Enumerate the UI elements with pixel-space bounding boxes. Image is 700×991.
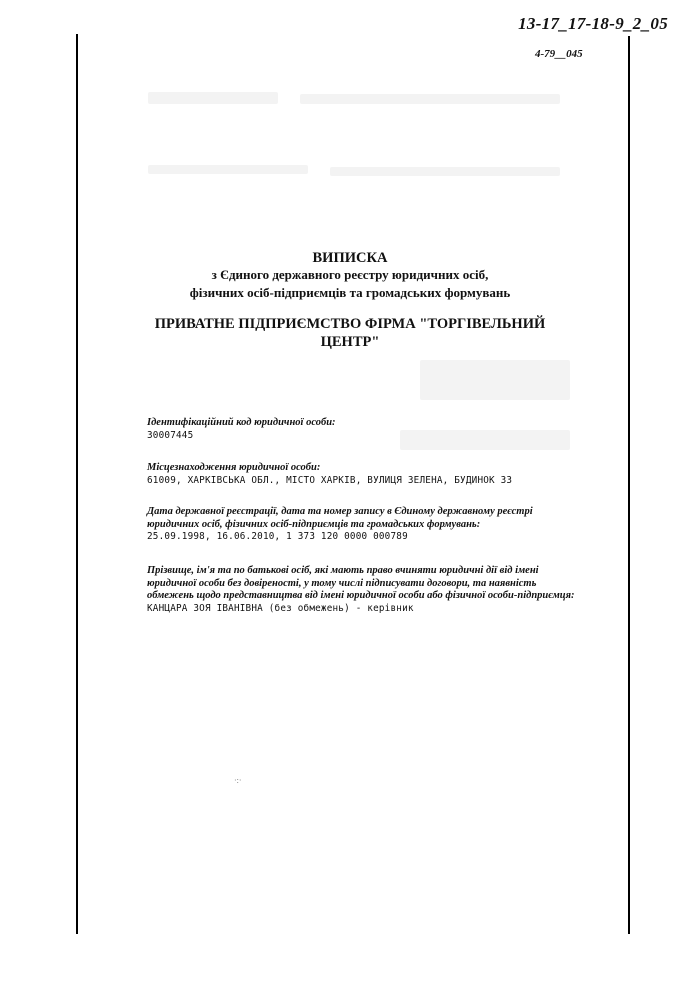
field-label: Місцезнаходження юридичної особи: (147, 462, 321, 473)
field-registration-date (147, 506, 567, 543)
bleed-through-mark (420, 360, 570, 400)
field-identification-code (147, 417, 587, 442)
bleed-through-mark (148, 165, 308, 174)
field-value: КАНЦАРА ЗОЯ ІВАНІВНА (без обмежень) - керівник (147, 602, 414, 614)
field-value: 25.09.1998, 16.06.2010, 1 373 120 0000 000789 (147, 531, 408, 542)
document-sub-reference: 4-79__045 (535, 48, 583, 60)
field-value: 30007445 (147, 429, 194, 441)
field-label: Прізвище, ім'я та по батькові осіб, які мають право вчиняти юридичні дії від імені юридичної особи без довіреності, у тому числі підписувати договори, та наявність обмежень щодо представництва від імені юридичної особи або фізичної особи-підприємця: (147, 565, 575, 601)
document-reference-number: 13-17_17-18-9_2_05 (518, 14, 668, 33)
field-location (147, 462, 587, 487)
field-authorized-persons (147, 565, 577, 615)
document-title: ВИПИСКА (312, 250, 388, 266)
document-subtitle-line1: з Єдиного державного реєстру юридичних осіб, (211, 267, 489, 282)
field-label: Дата державної реєстрації, дата та номер запису в Єдиному державному реєстрі юридичних осіб, фізичних осіб-підприємців та громадських формувань: (147, 506, 533, 530)
field-label: Ідентифікаційний код юридичної особи: (147, 417, 336, 428)
company-name: ПРИВАТНЕ ПІДПРИЄМСТВО ФІРМА "ТОРГІВЕЛЬНИЙ ЦЕНТР" (154, 316, 546, 350)
right-margin-line (628, 36, 630, 934)
scan-speck: ·:· (234, 776, 242, 785)
bleed-through-mark (148, 92, 278, 104)
document-subtitle-line2: фізичних осіб-підприємців та громадських формувань (189, 285, 511, 300)
field-value: 61009, ХАРКІВСЬКА ОБЛ., МІСТО ХАРКІВ, ВУЛИЦЯ ЗЕЛЕНА, БУДИНОК 33 (147, 474, 513, 486)
left-margin-line (76, 34, 78, 934)
bleed-through-mark (330, 167, 560, 176)
bleed-through-mark (300, 94, 560, 104)
